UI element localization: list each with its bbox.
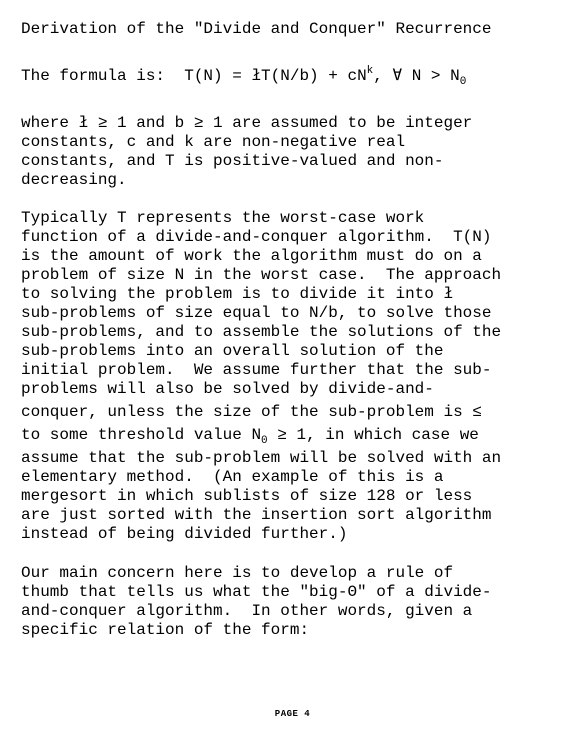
para2-line-8: sub-problems into an overall solution of the <box>21 342 444 360</box>
para2-line-9: initial problem. We assume further that the sub- <box>21 361 492 379</box>
para2-line-5: to solving the problem is to divide it into ł <box>21 285 454 303</box>
page-title: Derivation of the "Divide and Conquer" Recurrence <box>21 20 492 38</box>
formula-body: T(N/b) + cN <box>261 67 367 85</box>
formula-exponent: k <box>366 65 374 77</box>
formula-subscript: 0 <box>459 76 467 88</box>
formula-line <box>21 67 466 88</box>
para3-line-1: Our main concern here is to develop a rule of <box>21 564 454 582</box>
formula-condition: , ∀ N > N <box>373 67 460 85</box>
para2-line-1: Typically T represents the worst-case work <box>21 209 425 227</box>
formula-coefficient: ł <box>251 67 262 85</box>
threshold-line <box>21 426 479 447</box>
para2-line-6: sub-problems of size equal to N/b, to solve those <box>21 304 492 322</box>
para2-cont-line-2: elementary method. (An example of this is a <box>21 468 444 486</box>
para3-line-4: specific relation of the form: <box>21 621 310 639</box>
para2-cont-line-4: are just sorted with the insertion sort algorithm <box>21 506 492 524</box>
threshold-before: to some threshold value N <box>21 426 262 444</box>
para2-line-3: is the amount of work the algorithm must do on a <box>21 247 482 265</box>
para2-line-2: function of a divide-and-conquer algorithm. T(N) <box>21 228 492 246</box>
para2-line-11: conquer, unless the size of the sub-problem is ≤ <box>21 403 482 421</box>
para1-line-3: constants, and T is positive-valued and non- <box>21 152 444 170</box>
para2-line-10: problems will also be solved by divide-and- <box>21 380 434 398</box>
para1-line-1: where ł ≥ 1 and b ≥ 1 are assumed to be integer <box>21 114 473 132</box>
para2-cont-line-3: mergesort in which sublists of size 128 or less <box>21 487 473 505</box>
para1-line-2: constants, c and k are non-negative real <box>21 133 406 151</box>
para1-line-4: decreasing. <box>21 171 127 189</box>
formula-lead: The formula is: T(N) = <box>21 67 252 85</box>
para3-line-3: and-conquer algorithm. In other words, given a <box>21 602 473 620</box>
para2-cont-line-5: instead of being divided further.) <box>21 525 348 543</box>
page-number: PAGE 4 <box>274 709 311 719</box>
para2-line-7: sub-problems, and to assemble the solutions of the <box>21 323 502 341</box>
para3-line-2: thumb that tells us what the "big-Θ" of a divide- <box>21 583 492 601</box>
threshold-after: ≥ 1, in which case we <box>267 426 479 444</box>
threshold-subscript: 0 <box>261 435 268 447</box>
para2-line-4: problem of size N in the worst case. The approach <box>21 266 502 284</box>
para2-cont-line-1: assume that the sub-problem will be solved with an <box>21 449 502 467</box>
